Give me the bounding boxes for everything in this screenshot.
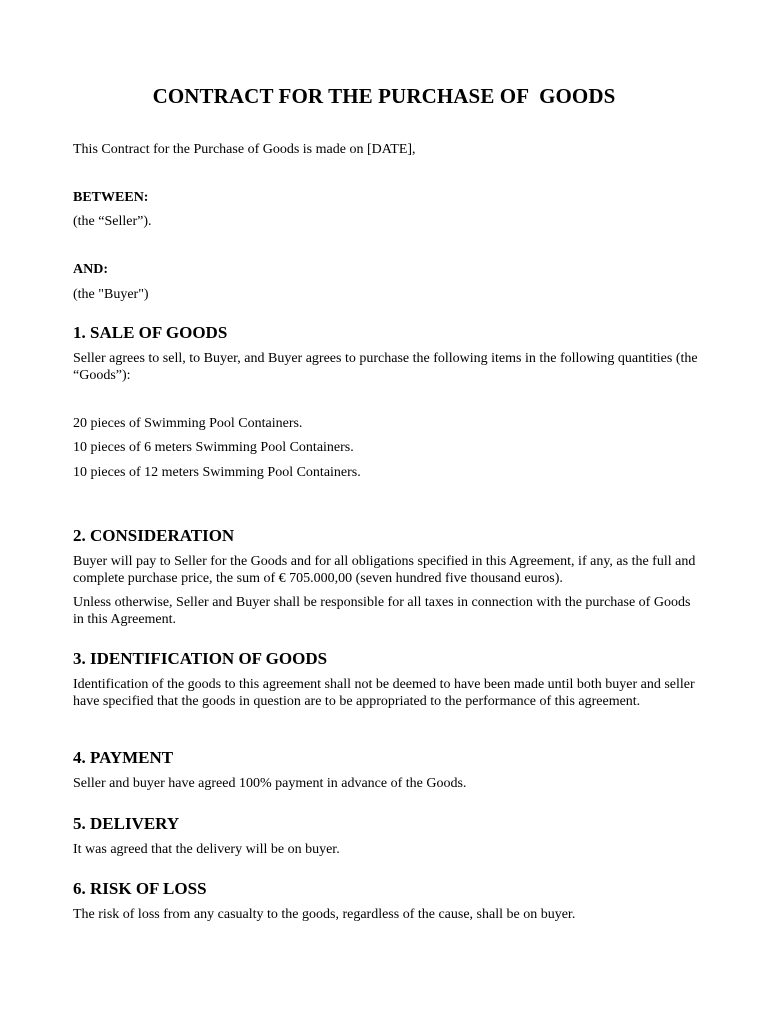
section-paragraph: The risk of loss from any casualty to the goods, regardless of the cause, shall be on buyer. (73, 907, 576, 922)
section-heading-delivery: 5. DELIVERY (73, 814, 180, 833)
buyer-line: (the "Buyer") (73, 287, 149, 302)
section-paragraph: It was agreed that the delivery will be on buyer. (73, 842, 340, 857)
and-label: AND: (73, 262, 108, 277)
section-heading-consideration: 2. CONSIDERATION (73, 526, 235, 545)
intro-text: This Contract for the Purchase of Goods is made on [DATE], (73, 142, 416, 157)
section-paragraph: Unless otherwise, Seller and Buyer shall be responsible for all taxes in connection with the purchase of Goods in this Agreement. (73, 595, 691, 627)
section-paragraph: Buyer will pay to Seller for the Goods and for all obligations specified in this Agreement, if any, as the full and complete purchase price, the sum of € 705.000,00 (seven hundred five thousand euros). (73, 554, 696, 586)
section-heading-risk-of-loss: 6. RISK OF LOSS (73, 879, 207, 898)
seller-line: (the “Seller”). (73, 214, 152, 229)
document-title: CONTRACT FOR THE PURCHASE OF GOODS (152, 84, 616, 108)
section-heading-sale-of-goods: 1. SALE OF GOODS (73, 323, 228, 342)
section-heading-payment: 4. PAYMENT (73, 748, 174, 767)
goods-list-item: 10 pieces of 6 meters Swimming Pool Containers. (73, 440, 354, 455)
section-paragraph: Identification of the goods to this agreement shall not be deemed to have been made until both buyer and seller have specified that the goods in question are to be appropriated to the performance of this agreement. (73, 677, 695, 709)
goods-list-item: 10 pieces of 12 meters Swimming Pool Containers. (73, 465, 361, 480)
goods-list-item: 20 pieces of Swimming Pool Containers. (73, 416, 303, 431)
section-heading-identification-of-goods: 3. IDENTIFICATION OF GOODS (73, 649, 328, 668)
section-paragraph: Seller agrees to sell, to Buyer, and Buyer agrees to purchase the following items in the following quantities (the “Goods”): (73, 351, 698, 383)
between-label: BETWEEN: (73, 190, 149, 205)
section-paragraph: Seller and buyer have agreed 100% payment in advance of the Goods. (73, 776, 467, 791)
